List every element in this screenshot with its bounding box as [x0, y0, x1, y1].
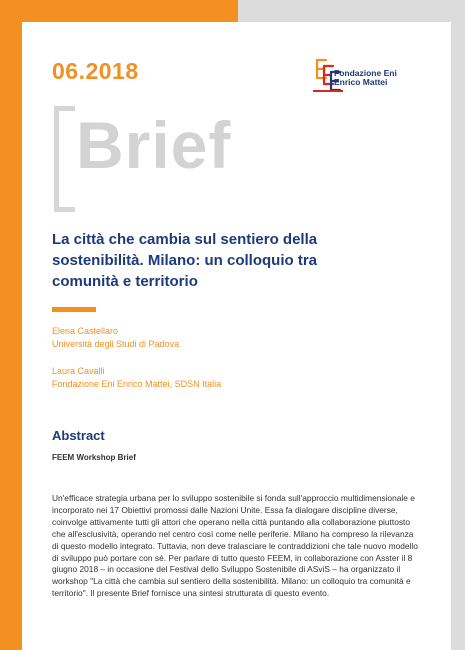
author-name: Elena Castellaro: [52, 326, 119, 336]
left-orange-band: [0, 0, 22, 650]
brief-bracket: [54, 106, 75, 212]
abstract-body: Un'efficace strategia urbana per lo sviluppo sostenibile si fonda sull'approccio multidimensionale e incorporato nei 17 Obiettivi promossi dalle Nazioni Unite. Essa fa dialogare discipline diverse, coinvolge attivamente tutti gli attori che operano nella città puntando alla collaborazione piuttosto che all'esclusività, operando nel centro così come nelle periferie. Milano ha compreso la rilevanza di questo modello integrato. Tuttavia, non deve tralasciare le contraddizioni che tale nuovo modello di sviluppo può portare con sé. Per parlare di tutto questo FEEM, in collaborazione con Asster il 8 giugno 2018 – in occasione del Festival dello Sviluppo Sostenibile di ASviS – ha organizzato il workshop "La città che cambia sul sentiero della sostenibilità. Milano: un colloquio tra comunità e territorio". Il presente Brief fornisce una sintesi strutturata di questo evento.: [52, 493, 418, 599]
header-grey-band: [238, 0, 465, 22]
series-label: FEEM Workshop Brief: [52, 453, 136, 462]
brief-wordmark: Brief: [76, 108, 232, 182]
feem-logo-text: [334, 69, 397, 87]
author-affiliation: Università degli Studi di Padova: [52, 339, 180, 349]
abstract-heading: Abstract: [52, 428, 105, 443]
header-orange-band: [0, 0, 238, 22]
logo-text-line2: Enrico Mattei: [334, 77, 388, 87]
logo-text-line1: Fondazione Eni: [334, 68, 397, 78]
title-divider: [52, 307, 96, 312]
right-grey-band: [451, 0, 465, 650]
author-affiliation: Fondazione Eni Enrico Mattei, SDSN Italia: [52, 379, 222, 389]
author-name: Laura Cavalli: [52, 366, 105, 376]
logo-underline: [313, 90, 343, 92]
issue-date: 06.2018: [52, 58, 139, 84]
page-title: La città che cambia sul sentiero della sostenibilità. Milano: un colloquio tra comunità e territorio: [52, 231, 318, 290]
